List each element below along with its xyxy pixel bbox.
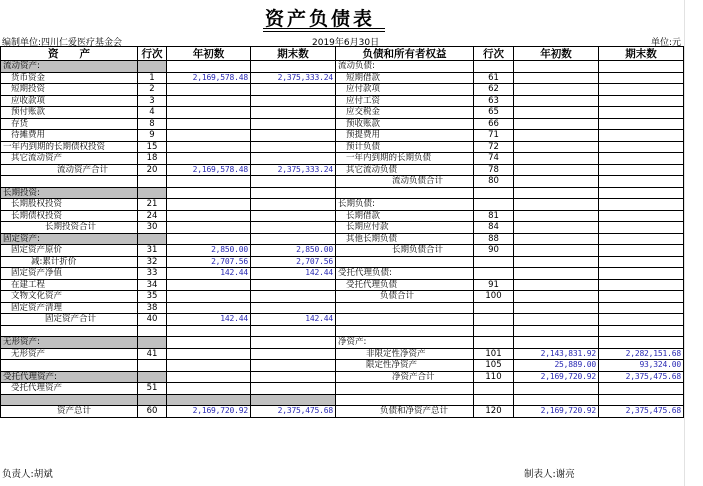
liability-label: 限定性净资产 — [336, 360, 474, 372]
liability-begin — [514, 107, 599, 119]
asset-line — [138, 176, 167, 188]
asset-begin — [167, 210, 251, 222]
balance-sheet-body — [1, 47, 684, 418]
liability-begin — [514, 130, 599, 142]
asset-line: 34 — [138, 279, 167, 291]
asset-end — [251, 394, 336, 406]
liability-label: 流动负债合计 — [336, 176, 474, 188]
asset-line: 35 — [138, 291, 167, 303]
report-date: 2019年6月30日 — [312, 38, 380, 48]
table-row — [1, 406, 684, 418]
asset-begin — [167, 222, 251, 234]
liability-begin: 2,143,831.92 — [514, 348, 599, 360]
liability-label: 预提费用 — [336, 130, 474, 142]
liability-label: 长期借款 — [336, 210, 474, 222]
asset-line — [138, 325, 167, 337]
asset-line: 18 — [138, 153, 167, 165]
asset-label: 固定资产原价 — [1, 245, 138, 257]
liability-line — [474, 337, 514, 349]
liability-end — [599, 176, 684, 188]
asset-label: 固定资产: — [1, 233, 138, 245]
liability-line — [474, 314, 514, 326]
asset-begin — [167, 84, 251, 96]
liability-line — [474, 394, 514, 406]
liability-line — [474, 61, 514, 73]
asset-line — [138, 360, 167, 372]
liability-line: 81 — [474, 210, 514, 222]
asset-label: 应收款项 — [1, 95, 138, 107]
asset-end — [251, 371, 336, 383]
asset-label: 受托代理资产: — [1, 371, 138, 383]
asset-begin — [167, 199, 251, 211]
liability-end — [599, 61, 684, 73]
asset-line: 4 — [138, 107, 167, 119]
asset-begin — [167, 61, 251, 73]
asset-line: 24 — [138, 210, 167, 222]
liability-begin — [514, 314, 599, 326]
asset-begin — [167, 233, 251, 245]
asset-begin — [167, 107, 251, 119]
liability-end — [599, 153, 684, 165]
asset-end — [251, 107, 336, 119]
table-row — [1, 199, 684, 211]
liability-begin — [514, 268, 599, 280]
asset-line: 30 — [138, 222, 167, 234]
asset-label: 固定资产净值 — [1, 268, 138, 280]
asset-line: 8 — [138, 118, 167, 130]
liability-begin — [514, 141, 599, 153]
asset-line: 1 — [138, 72, 167, 84]
asset-line — [138, 337, 167, 349]
asset-line: 41 — [138, 348, 167, 360]
liability-label: 流动负债: — [336, 61, 474, 73]
liability-end — [599, 314, 684, 326]
asset-begin — [167, 371, 251, 383]
asset-end — [251, 383, 336, 395]
report-title: 资产负债表 — [264, 8, 375, 30]
liability-line — [474, 325, 514, 337]
liability-end — [599, 291, 684, 303]
asset-end: 2,375,333.24 — [251, 72, 336, 84]
asset-line: 3 — [138, 95, 167, 107]
liability-label: 净资产: — [336, 337, 474, 349]
liability-end — [599, 245, 684, 257]
table-row — [1, 394, 684, 406]
liability-end — [599, 187, 684, 199]
liability-label: 一年内到期的长期负债 — [336, 153, 474, 165]
liability-line: 78 — [474, 164, 514, 176]
table-row — [1, 95, 684, 107]
liability-begin: 2,169,720.92 — [514, 371, 599, 383]
liability-end — [599, 268, 684, 280]
asset-end — [251, 360, 336, 372]
asset-line: 21 — [138, 199, 167, 211]
table-row — [1, 72, 684, 84]
liability-label — [336, 314, 474, 326]
asset-label: 预付账款 — [1, 107, 138, 119]
header-end: 期末数 — [251, 47, 336, 61]
liability-line: 65 — [474, 107, 514, 119]
preparer: 制表人:谢亮 — [524, 469, 575, 480]
liability-end — [599, 337, 684, 349]
asset-label: 长期股权投资 — [1, 199, 138, 211]
liability-begin — [514, 210, 599, 222]
liability-begin — [514, 302, 599, 314]
liability-label — [336, 394, 474, 406]
asset-end: 142.44 — [251, 268, 336, 280]
liability-label: 净资产合计 — [336, 371, 474, 383]
liability-line: 71 — [474, 130, 514, 142]
asset-end — [251, 187, 336, 199]
table-row — [1, 118, 684, 130]
liability-begin — [514, 164, 599, 176]
table-row — [1, 153, 684, 165]
liability-line — [474, 256, 514, 268]
liability-line: 101 — [474, 348, 514, 360]
title-underline-2 — [263, 31, 385, 32]
liability-begin — [514, 176, 599, 188]
table-row — [1, 61, 684, 73]
asset-label: 短期投资 — [1, 84, 138, 96]
asset-line: 51 — [138, 383, 167, 395]
asset-begin: 2,169,578.48 — [167, 72, 251, 84]
asset-line: 2 — [138, 84, 167, 96]
header-begin: 年初数 — [167, 47, 251, 61]
header-line: 行次 — [138, 47, 167, 61]
asset-begin — [167, 176, 251, 188]
liability-begin — [514, 256, 599, 268]
asset-label: 流动资产合计 — [1, 164, 138, 176]
liability-line: 84 — [474, 222, 514, 234]
liability-end — [599, 256, 684, 268]
table-row — [1, 279, 684, 291]
table-row — [1, 164, 684, 176]
asset-line: 15 — [138, 141, 167, 153]
liability-label: 受托代理负债 — [336, 279, 474, 291]
liability-line — [474, 302, 514, 314]
liability-begin — [514, 72, 599, 84]
liability-line: 61 — [474, 72, 514, 84]
liability-begin — [514, 61, 599, 73]
liability-end — [599, 118, 684, 130]
liability-line: 120 — [474, 406, 514, 418]
asset-line: 38 — [138, 302, 167, 314]
liability-end — [599, 210, 684, 222]
asset-label: 无形资产 — [1, 348, 138, 360]
title-underline — [263, 28, 385, 29]
table-row — [1, 360, 684, 372]
asset-end — [251, 141, 336, 153]
liability-end — [599, 164, 684, 176]
liability-begin — [514, 279, 599, 291]
header-end-2: 期末数 — [599, 47, 684, 61]
liability-label: 其他长期负债 — [336, 233, 474, 245]
asset-label: 固定资产清理 — [1, 302, 138, 314]
table-row — [1, 245, 684, 257]
liability-begin — [514, 95, 599, 107]
asset-end — [251, 153, 336, 165]
asset-end — [251, 348, 336, 360]
asset-label: 货币资金 — [1, 72, 138, 84]
liability-label: 应付款项 — [336, 84, 474, 96]
table-row — [1, 268, 684, 280]
liability-end — [599, 141, 684, 153]
liability-label: 其它流动负债 — [336, 164, 474, 176]
liability-line: 100 — [474, 291, 514, 303]
asset-end — [251, 199, 336, 211]
asset-end — [251, 337, 336, 349]
liability-line: 110 — [474, 371, 514, 383]
asset-end — [251, 61, 336, 73]
asset-begin — [167, 153, 251, 165]
liability-end — [599, 325, 684, 337]
liability-end — [599, 394, 684, 406]
asset-end — [251, 176, 336, 188]
liability-label: 负债和净资产总计 — [336, 406, 474, 418]
asset-begin: 142.44 — [167, 314, 251, 326]
asset-begin — [167, 348, 251, 360]
liability-line: 62 — [474, 84, 514, 96]
liability-label — [336, 187, 474, 199]
asset-line — [138, 394, 167, 406]
asset-label: 一年内到期的长期债权投资 — [1, 141, 138, 153]
asset-line — [138, 371, 167, 383]
header-liabilities: 负债和所有者权益 — [336, 47, 474, 61]
asset-begin — [167, 279, 251, 291]
header-line-2: 行次 — [474, 47, 514, 61]
liability-line: 91 — [474, 279, 514, 291]
asset-begin — [167, 383, 251, 395]
liability-label: 短期借款 — [336, 72, 474, 84]
table-row — [1, 325, 684, 337]
liability-begin — [514, 291, 599, 303]
liability-label: 长期负债合计 — [336, 245, 474, 257]
asset-line: 31 — [138, 245, 167, 257]
liability-begin — [514, 187, 599, 199]
liability-line: 63 — [474, 95, 514, 107]
liability-label: 预计负债 — [336, 141, 474, 153]
liability-end: 93,324.00 — [599, 360, 684, 372]
header-asset: 资 产 — [1, 47, 138, 61]
asset-begin: 2,169,578.48 — [167, 164, 251, 176]
liability-label — [336, 325, 474, 337]
asset-label: 减:累计折价 — [1, 256, 138, 268]
liability-begin — [514, 118, 599, 130]
asset-end — [251, 279, 336, 291]
asset-begin — [167, 95, 251, 107]
asset-begin — [167, 302, 251, 314]
asset-line: 33 — [138, 268, 167, 280]
liability-end — [599, 130, 684, 142]
asset-end — [251, 302, 336, 314]
liability-line: 90 — [474, 245, 514, 257]
asset-begin: 2,850.00 — [167, 245, 251, 257]
liability-line: 80 — [474, 176, 514, 188]
table-row — [1, 107, 684, 119]
liability-end — [599, 302, 684, 314]
asset-label: 文物文化资产 — [1, 291, 138, 303]
liability-label: 长期负债: — [336, 199, 474, 211]
liability-begin — [514, 337, 599, 349]
asset-end: 2,850.00 — [251, 245, 336, 257]
asset-begin — [167, 360, 251, 372]
asset-label: 流动资产: — [1, 61, 138, 73]
liability-line — [474, 268, 514, 280]
liability-begin — [514, 84, 599, 96]
liability-end — [599, 233, 684, 245]
liability-end: 2,375,475.68 — [599, 371, 684, 383]
liability-begin — [514, 199, 599, 211]
asset-line: 32 — [138, 256, 167, 268]
asset-end — [251, 210, 336, 222]
liability-end — [599, 199, 684, 211]
asset-label: 存货 — [1, 118, 138, 130]
asset-begin: 2,169,720.92 — [167, 406, 251, 418]
asset-label: 待摊费用 — [1, 130, 138, 142]
liability-label — [336, 302, 474, 314]
liability-label: 应交税金 — [336, 107, 474, 119]
table-row — [1, 130, 684, 142]
table-row — [1, 371, 684, 383]
liability-label: 预收账款 — [336, 118, 474, 130]
asset-line: 9 — [138, 130, 167, 142]
liability-label: 非限定性净资产 — [336, 348, 474, 360]
header-row — [1, 47, 684, 61]
liability-label: 负债合计 — [336, 291, 474, 303]
asset-begin — [167, 130, 251, 142]
liability-end — [599, 95, 684, 107]
asset-end: 2,375,475.68 — [251, 406, 336, 418]
table-row — [1, 291, 684, 303]
table-row — [1, 302, 684, 314]
asset-label: 长期投资: — [1, 187, 138, 199]
asset-label — [1, 360, 138, 372]
responsible-person: 负责人:胡斌 — [2, 469, 53, 480]
asset-line: 60 — [138, 406, 167, 418]
liability-end — [599, 107, 684, 119]
liability-label: 受托代理负债: — [336, 268, 474, 280]
balance-sheet-table — [0, 46, 684, 418]
liability-label — [336, 383, 474, 395]
table-row — [1, 233, 684, 245]
asset-end: 142.44 — [251, 314, 336, 326]
asset-begin: 2,707.56 — [167, 256, 251, 268]
liability-begin — [514, 245, 599, 257]
asset-end — [251, 118, 336, 130]
liability-begin — [514, 233, 599, 245]
liability-begin: 2,169,720.92 — [514, 406, 599, 418]
liability-end — [599, 72, 684, 84]
liability-label: 应付工资 — [336, 95, 474, 107]
liability-begin — [514, 394, 599, 406]
asset-end — [251, 291, 336, 303]
liability-begin — [514, 383, 599, 395]
liability-begin — [514, 325, 599, 337]
table-row — [1, 187, 684, 199]
asset-end: 2,707.56 — [251, 256, 336, 268]
liability-line: 74 — [474, 153, 514, 165]
asset-end — [251, 325, 336, 337]
asset-line: 20 — [138, 164, 167, 176]
liability-line: 88 — [474, 233, 514, 245]
liability-line — [474, 383, 514, 395]
asset-label — [1, 176, 138, 188]
liability-line: 72 — [474, 141, 514, 153]
liability-label — [336, 256, 474, 268]
liability-end — [599, 279, 684, 291]
asset-label: 资产总计 — [1, 406, 138, 418]
asset-end — [251, 84, 336, 96]
asset-label — [1, 325, 138, 337]
liability-end — [599, 222, 684, 234]
asset-end — [251, 222, 336, 234]
liability-begin — [514, 153, 599, 165]
header-begin-2: 年初数 — [514, 47, 599, 61]
asset-end — [251, 233, 336, 245]
liability-label: 长期应付款 — [336, 222, 474, 234]
asset-line — [138, 187, 167, 199]
spreadsheet-gridline — [684, 0, 703, 486]
table-row — [1, 256, 684, 268]
asset-line — [138, 233, 167, 245]
liability-end: 2,375,475.68 — [599, 406, 684, 418]
asset-begin — [167, 141, 251, 153]
asset-label: 在建工程 — [1, 279, 138, 291]
asset-label: 固定资产合计 — [1, 314, 138, 326]
currency-unit: 单位:元 — [651, 38, 682, 48]
liability-line — [474, 199, 514, 211]
asset-label: 受托代理资产 — [1, 383, 138, 395]
table-row — [1, 348, 684, 360]
table-row — [1, 222, 684, 234]
asset-label: 长期债权投资 — [1, 210, 138, 222]
liability-begin — [514, 222, 599, 234]
asset-begin — [167, 325, 251, 337]
liability-end — [599, 383, 684, 395]
asset-begin — [167, 187, 251, 199]
asset-begin — [167, 118, 251, 130]
asset-label — [1, 394, 138, 406]
asset-label: 长期投资合计 — [1, 222, 138, 234]
liability-line: 105 — [474, 360, 514, 372]
table-row — [1, 383, 684, 395]
asset-end — [251, 130, 336, 142]
table-row — [1, 210, 684, 222]
liability-end: 2,282,151.68 — [599, 348, 684, 360]
liability-line — [474, 187, 514, 199]
table-row — [1, 314, 684, 326]
asset-line — [138, 61, 167, 73]
table-row — [1, 84, 684, 96]
asset-line: 40 — [138, 314, 167, 326]
asset-begin: 142.44 — [167, 268, 251, 280]
asset-label: 无形资产: — [1, 337, 138, 349]
table-row — [1, 176, 684, 188]
liability-line: 66 — [474, 118, 514, 130]
asset-begin — [167, 337, 251, 349]
liability-end — [599, 84, 684, 96]
liability-begin: 25,889.00 — [514, 360, 599, 372]
asset-label: 其它流动资产 — [1, 153, 138, 165]
table-row — [1, 141, 684, 153]
asset-end: 2,375,333.24 — [251, 164, 336, 176]
preparing-unit: 编制单位:四川仁爱医疗基金会 — [2, 38, 123, 48]
asset-begin — [167, 291, 251, 303]
asset-begin — [167, 394, 251, 406]
asset-end — [251, 95, 336, 107]
table-row — [1, 337, 684, 349]
